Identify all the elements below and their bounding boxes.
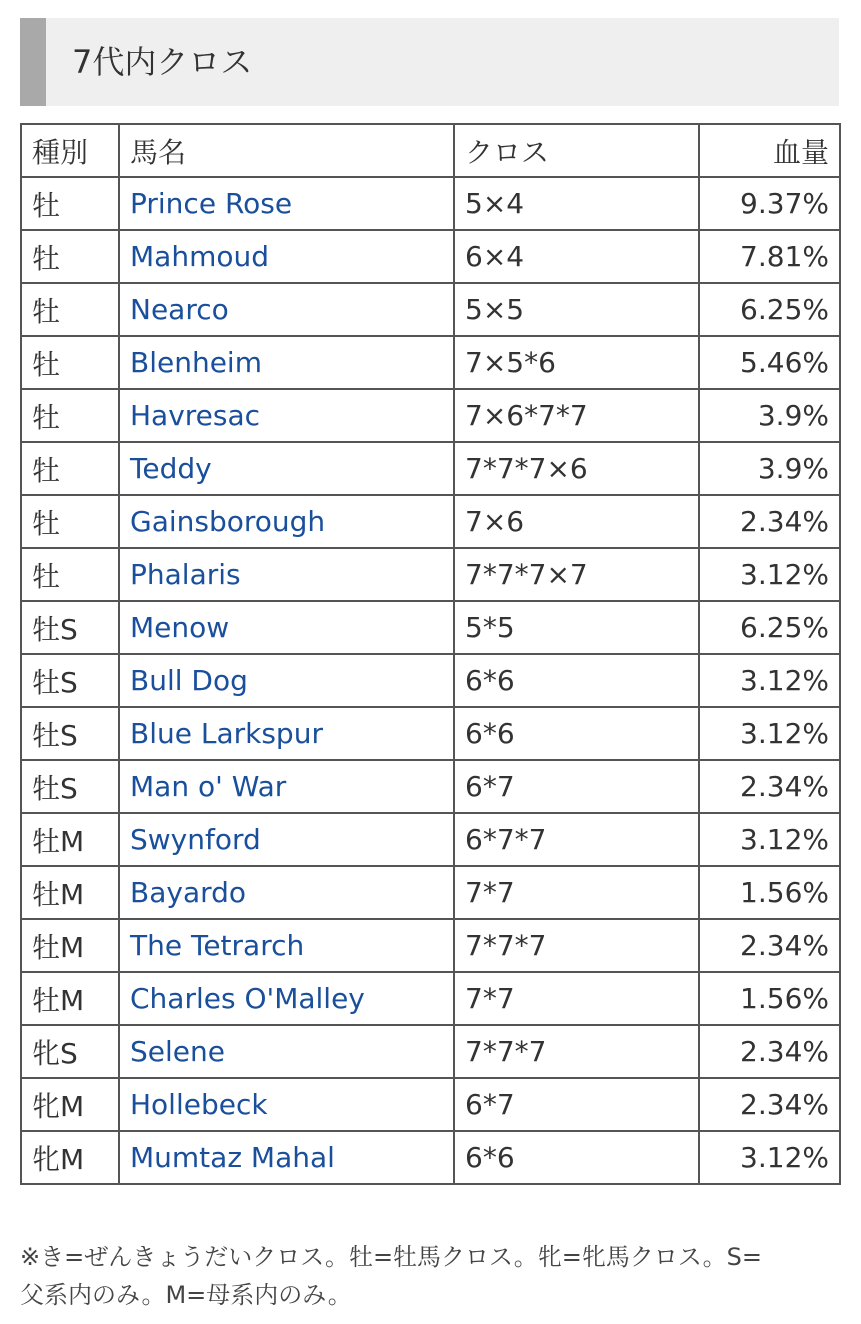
cell-type: 牡S (21, 707, 119, 760)
cell-blood: 2.34% (699, 495, 840, 548)
horse-link[interactable]: Bull Dog (130, 664, 248, 697)
horse-link[interactable]: Havresac (130, 399, 261, 432)
cell-blood: 6.25% (699, 283, 840, 336)
cell-cross: 7*7*7 (454, 1025, 699, 1078)
cell-type: 牡M (21, 919, 119, 972)
horse-link[interactable]: Selene (130, 1035, 225, 1068)
table-row (21, 230, 840, 283)
header-type: 種別 (21, 124, 119, 177)
cell-blood: 3.9% (699, 442, 840, 495)
horse-link[interactable]: Mahmoud (130, 240, 269, 273)
cell-blood: 3.9% (699, 389, 840, 442)
header-cross: クロス (454, 124, 699, 177)
cell-blood: 6.25% (699, 601, 840, 654)
cell-type: 牡 (21, 495, 119, 548)
header-blood: 血量 (699, 124, 840, 177)
cell-blood: 3.12% (699, 1131, 840, 1184)
cell-name (119, 336, 454, 389)
cell-cross: 7*7 (454, 972, 699, 1025)
cell-name (119, 230, 454, 283)
horse-link[interactable]: Hollebeck (130, 1088, 268, 1121)
cell-blood: 5.46% (699, 336, 840, 389)
cell-type: 牡S (21, 760, 119, 813)
cell-name (119, 919, 454, 972)
cell-type: 牡 (21, 389, 119, 442)
section-header (20, 18, 839, 106)
cell-type: 牡 (21, 177, 119, 230)
table-header-row (21, 124, 840, 177)
cell-cross: 6*6 (454, 1131, 699, 1184)
footnote-line-2: 父系内のみ。M=母系内のみ。 (20, 1281, 352, 1309)
cell-cross: 6*7*7 (454, 813, 699, 866)
table-row (21, 495, 840, 548)
cell-cross: 6*7 (454, 760, 699, 813)
table-row (21, 548, 840, 601)
cell-blood: 1.56% (699, 866, 840, 919)
cell-blood: 9.37% (699, 177, 840, 230)
cell-name (119, 548, 454, 601)
cell-cross: 7×5*6 (454, 336, 699, 389)
cell-name (119, 601, 454, 654)
cell-name (119, 389, 454, 442)
table-row (21, 972, 840, 1025)
cell-name (119, 177, 454, 230)
horse-link[interactable]: Man o' War (130, 770, 287, 803)
cell-name (119, 283, 454, 336)
table-row (21, 919, 840, 972)
cell-name (119, 442, 454, 495)
table-row (21, 707, 840, 760)
cell-blood: 3.12% (699, 548, 840, 601)
cell-cross: 7×6*7*7 (454, 389, 699, 442)
table-row (21, 1078, 840, 1131)
horse-link[interactable]: Menow (130, 611, 230, 644)
cross-table (20, 123, 841, 1185)
cell-blood: 3.12% (699, 813, 840, 866)
horse-link[interactable]: Swynford (130, 823, 261, 856)
table-row (21, 442, 840, 495)
table-row (21, 177, 840, 230)
table-row (21, 601, 840, 654)
cell-name (119, 813, 454, 866)
footnote (20, 1238, 850, 1314)
cell-blood: 2.34% (699, 1025, 840, 1078)
cell-blood: 1.56% (699, 972, 840, 1025)
cell-cross: 5*5 (454, 601, 699, 654)
cell-cross: 7×6 (454, 495, 699, 548)
cell-type: 牡M (21, 866, 119, 919)
cell-name (119, 1131, 454, 1184)
cell-name (119, 1025, 454, 1078)
cell-cross: 7*7*7 (454, 919, 699, 972)
cell-blood: 3.12% (699, 707, 840, 760)
cell-blood: 3.12% (699, 654, 840, 707)
horse-link[interactable]: Charles O'Malley (130, 982, 365, 1015)
cell-type: 牝S (21, 1025, 119, 1078)
table-row (21, 1025, 840, 1078)
cell-cross: 5×4 (454, 177, 699, 230)
cell-cross: 6×4 (454, 230, 699, 283)
cell-type: 牡 (21, 230, 119, 283)
cell-type: 牡M (21, 972, 119, 1025)
cell-blood: 7.81% (699, 230, 840, 283)
table-row (21, 336, 840, 389)
table-row (21, 866, 840, 919)
cell-name (119, 495, 454, 548)
horse-link[interactable]: Bayardo (130, 876, 247, 909)
horse-link[interactable]: Teddy (130, 452, 212, 485)
cell-name (119, 760, 454, 813)
cell-type: 牝M (21, 1078, 119, 1131)
cell-type: 牡 (21, 336, 119, 389)
cell-blood: 2.34% (699, 760, 840, 813)
cell-cross: 7*7*7×7 (454, 548, 699, 601)
table-row (21, 813, 840, 866)
cell-blood: 2.34% (699, 1078, 840, 1131)
cell-type: 牡 (21, 442, 119, 495)
footnote-line-1: ※き=ぜんきょうだいクロス。牡=牡馬クロス。牝=牝馬クロス。S= (20, 1243, 762, 1271)
cell-type: 牡S (21, 601, 119, 654)
cell-type: 牝M (21, 1131, 119, 1184)
cell-type: 牡 (21, 283, 119, 336)
table-row (21, 760, 840, 813)
table-row (21, 283, 840, 336)
horse-link[interactable]: Prince Rose (130, 187, 293, 220)
cell-cross: 6*6 (454, 654, 699, 707)
horse-link[interactable]: The Tetrarch (130, 929, 305, 962)
cell-name (119, 707, 454, 760)
cell-name (119, 972, 454, 1025)
horse-link[interactable]: Mumtaz Mahal (130, 1141, 335, 1174)
cell-type: 牡 (21, 548, 119, 601)
horse-link[interactable]: Gainsborough (130, 505, 326, 538)
cell-blood: 2.34% (699, 919, 840, 972)
cell-name (119, 866, 454, 919)
cell-cross: 6*7 (454, 1078, 699, 1131)
header-name: 馬名 (119, 124, 454, 177)
section-title: 7代内クロス (72, 43, 253, 81)
table-row (21, 389, 840, 442)
cell-cross: 7*7*7×6 (454, 442, 699, 495)
cell-type: 牡S (21, 654, 119, 707)
cell-cross: 5×5 (454, 283, 699, 336)
table-body (21, 177, 840, 1184)
horse-link[interactable]: Blue Larkspur (130, 717, 323, 750)
cell-type: 牡M (21, 813, 119, 866)
cell-name (119, 1078, 454, 1131)
table-row (21, 1131, 840, 1184)
table-row (21, 654, 840, 707)
cell-cross: 6*6 (454, 707, 699, 760)
horse-link[interactable]: Nearco (130, 293, 229, 326)
cell-name (119, 654, 454, 707)
horse-link[interactable]: Phalaris (130, 558, 241, 591)
cell-cross: 7*7 (454, 866, 699, 919)
horse-link[interactable]: Blenheim (130, 346, 262, 379)
